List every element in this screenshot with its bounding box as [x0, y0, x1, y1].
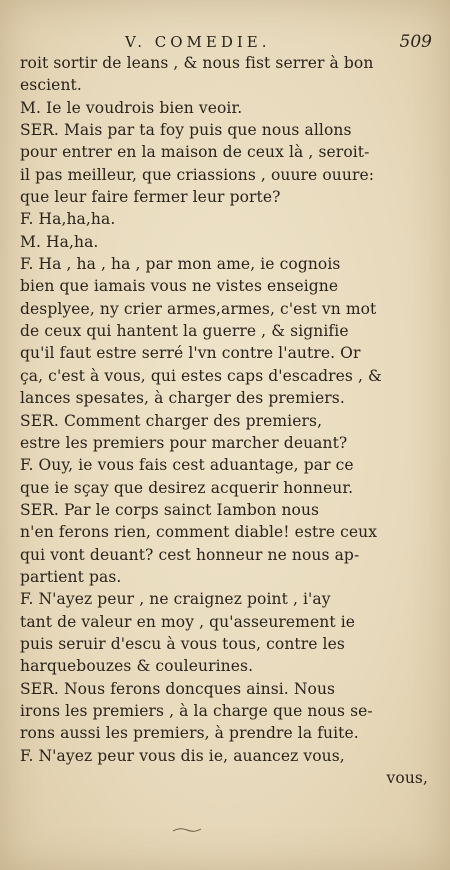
text-line: que leur faire fermer leur porte? — [20, 188, 281, 207]
text-line: roit sortir de leans , & nous fist serrer à bon — [20, 54, 374, 72]
text-line: bien que iamais vous ne vistes enseigne — [20, 277, 339, 296]
text-line: rons aussi les premiers, à prendre la fuite. — [20, 724, 359, 743]
text-line: desplyee, ny crier armes,armes, c'est vn mot — [20, 299, 377, 318]
text-line: estre les premiers pour marcher deuant? — [20, 433, 348, 452]
text-line: qu'il faut estre serré l'vn contre l'autre. Or — [20, 344, 361, 363]
text-line: il pas meilleur, que criassions , ouure ouure: — [20, 165, 375, 184]
text-line: qui vont deuant? cest honneur ne nous ap- — [20, 545, 360, 564]
text-line: que ie sçay que desirez acquerir honneur. — [20, 478, 354, 497]
text-line: M. Ie le voudrois bien veoir. — [20, 98, 243, 117]
text-line: pour entrer en la maison de ceux là , seroit- — [20, 143, 370, 162]
text-line: lances spesates, à charger des premiers. — [20, 389, 345, 408]
body-text — [20, 52, 428, 789]
text-line: F. Ha,ha,ha. — [20, 210, 116, 229]
text-line: ça, c'est à vous, qui estes caps d'escadres , & — [20, 366, 382, 385]
ink-mark — [172, 826, 202, 834]
text-line: F. Ouy, ie vous fais cest aduantage, par ce — [20, 456, 354, 475]
page-number: 509 — [399, 32, 432, 52]
text-line: F. Ha , ha , ha , par mon ame, ie cognois — [20, 255, 341, 274]
text-line: tant de valeur en moy , qu'asseurement ie — [20, 612, 356, 631]
text-line: SER. Nous ferons doncques ainsi. Nous — [20, 679, 336, 698]
text-line: SER. Mais par ta foy puis que nous allons — [20, 121, 352, 140]
text-line: SER. Comment charger des premiers, — [20, 411, 323, 430]
text-line: escient. — [20, 76, 82, 95]
text-line: de ceux qui hantent la guerre , & signifie — [20, 322, 349, 341]
text-line: F. N'ayez peur vous dis ie, auancez vous, — [20, 746, 345, 765]
catchword: vous, — [386, 769, 428, 787]
running-head — [20, 30, 432, 54]
text-line: n'en ferons rien, comment diable! estre ceux — [20, 523, 378, 542]
text-line: SER. Par le corps sainct Iambon nous — [20, 500, 320, 519]
text-line: puis seruir d'escu à vous tous, contre les — [20, 634, 345, 653]
running-title: V. COMEDIE. — [125, 33, 271, 51]
text-line: harquebouzes & couleurines. — [20, 657, 254, 676]
text-line: M. Ha,ha. — [20, 232, 99, 251]
text-line: irons les premiers , à la charge que nous se- — [20, 701, 373, 720]
text-line: F. N'ayez peur , ne craignez point , i'ay — [20, 590, 331, 609]
text-line: partient pas. — [20, 567, 122, 586]
